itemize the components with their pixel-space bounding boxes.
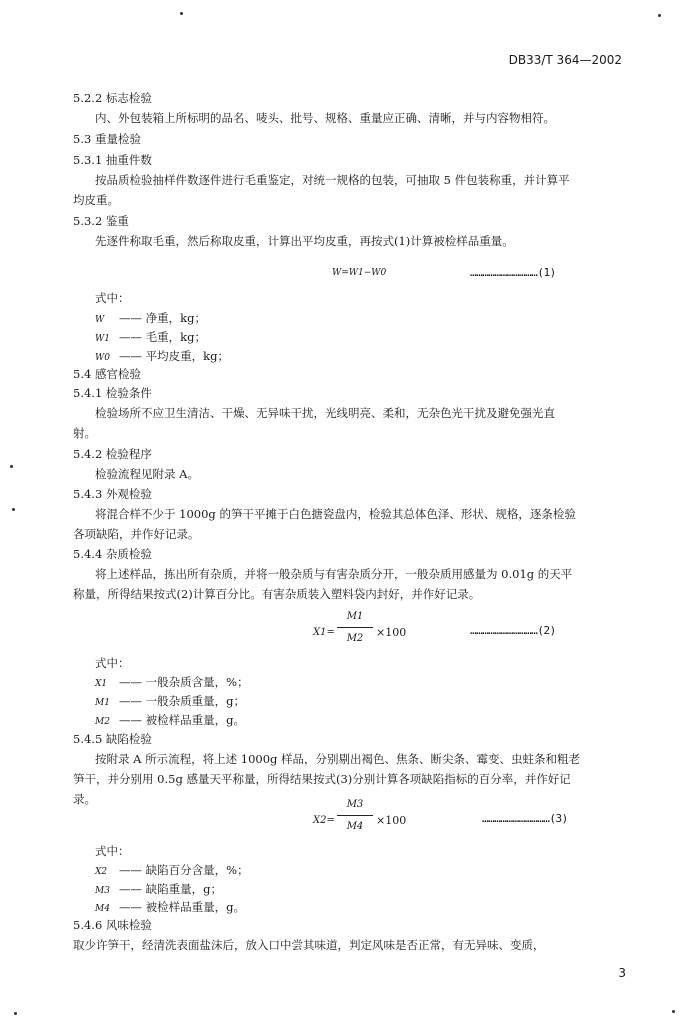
scan-speck: [180, 12, 183, 15]
scan-speck: [14, 1012, 17, 1015]
variable-def: [95, 712, 245, 728]
section-title: 5.4.2 检验程序: [73, 447, 152, 461]
where-label: 式中：: [95, 844, 130, 858]
variable-text: —— 净重，kg；: [119, 311, 206, 325]
variable-text: —— 缺陷重量，g；: [119, 882, 223, 896]
variable-text: —— 一般杂质重量，g；: [119, 694, 246, 708]
section-title: 5.4.6 风味检验: [73, 918, 152, 932]
variable-symbol: M1: [95, 698, 110, 708]
variable-def: [95, 348, 229, 364]
paragraph: 按附录 A 所示流程，将上述 1000g 样品，分别剔出褐色、焦条、断尖条、霉变、虫蛀条和粗老: [95, 752, 581, 766]
variable-def: [95, 693, 245, 709]
scan-speck: [12, 508, 15, 511]
section-title: 5.4.5 缺陷检验: [73, 732, 152, 746]
document-code: DB33/T 364—2002: [508, 53, 622, 67]
section-title: 5.4 感官检验: [73, 367, 141, 381]
section-title: 5.4.3 外观检验: [73, 487, 152, 501]
scan-speck: [658, 14, 661, 17]
fraction: [337, 611, 373, 644]
paragraph: 各项缺陷，并作好记录。: [73, 527, 200, 541]
paragraph: 笋干，并分别用 0.5g 感量天平称量，所得结果按式(3)分别计算各项缺陷指标的百分率，并作好记: [73, 772, 571, 786]
numerator: M1: [346, 611, 364, 622]
paragraph: 先逐件称取毛重，然后称取皮重，计算出平均皮重，再按式(1)计算被检样品重量。: [95, 234, 514, 248]
section-title: 5.4.4 杂质检验: [73, 547, 152, 561]
variable-symbol: X2: [95, 867, 108, 877]
paragraph: 将上述样品，拣出所有杂质，并将一般杂质与有害杂质分开，一般杂质用感量为 0.01g 的天平: [95, 567, 573, 581]
where-label: 式中：: [95, 656, 130, 670]
variable-def: [95, 329, 206, 345]
paragraph: 均皮重。: [73, 193, 119, 207]
paragraph: 取少许笋干，经清洗表面盐沫后，放入口中尝其味道，判定风味是否正常，有无异味、变质，: [73, 938, 545, 952]
paragraph: 检验流程见附录 A。: [95, 467, 199, 481]
section-title: 5.3 重量检验: [73, 132, 141, 146]
paragraph: 将混合样不少于 1000g 的笋干平摊于白色搪瓷盘内，检验其总体色泽、形状、规格，逐条检验: [95, 507, 576, 521]
numerator: M3: [346, 799, 364, 810]
scan-speck: [672, 1010, 675, 1013]
variable-def: [95, 881, 222, 897]
variable-symbol: M2: [95, 717, 110, 727]
equation-number: ……………………………(3): [482, 812, 568, 825]
variable-symbol: W: [95, 315, 105, 325]
denominator: M4: [346, 821, 364, 832]
variable-symbol: M4: [95, 904, 110, 914]
formula-multiplier: ×100: [376, 626, 407, 639]
variable-text: —— 缺陷百分含量，%；: [119, 863, 249, 877]
variable-def: [95, 899, 245, 915]
section-title: 5.4.1 检验条件: [73, 386, 152, 400]
paragraph: 内、外包装箱上所标明的品名、唛头、批号、规格、重量应正确、清晰，并与内容物相符。: [95, 111, 555, 125]
denominator: M2: [346, 633, 364, 644]
variable-symbol: M3: [95, 886, 110, 896]
formula-lhs: X2=: [313, 815, 335, 826]
paragraph: 录。: [73, 792, 96, 806]
equation-number: ……………………………(2): [470, 624, 556, 637]
formula-multiplier: ×100: [376, 814, 407, 827]
where-label: 式中：: [95, 291, 130, 305]
formula-lhs: X1=: [313, 627, 335, 638]
fraction: [337, 799, 373, 832]
page-number: 3: [618, 966, 626, 980]
variable-text: —— 平均皮重，kg；: [119, 349, 229, 363]
variable-def: [95, 674, 249, 690]
variable-text: —— 毛重，kg；: [119, 330, 206, 344]
fraction-bar: [337, 627, 373, 628]
paragraph: 按品质检验抽样件数逐件进行毛重鉴定，对统一规格的包装，可抽取 5 件包装称重，并计算平: [95, 173, 570, 187]
formula-1: W=W1−W0: [332, 268, 387, 278]
paragraph: 称量，所得结果按式(2)计算百分比。有害杂质装入塑料袋内封好，并作好记录。: [73, 587, 481, 601]
paragraph: 射。: [73, 426, 96, 440]
paragraph: 检验场所不应卫生清洁、干燥、无异味干扰，光线明亮、柔和，无杂色光干扰及避免强光直: [95, 406, 555, 420]
section-title: 5.2.2 标志检验: [73, 91, 152, 105]
section-title: 5.3.2 鉴重: [73, 214, 129, 228]
fraction-bar: [337, 815, 373, 816]
variable-symbol: W1: [95, 334, 110, 344]
equation-number: ……………………………(1): [470, 266, 556, 279]
scan-speck: [10, 465, 13, 468]
variable-def: [95, 310, 206, 326]
variable-symbol: W0: [95, 353, 110, 363]
variable-text: —— 被检样品重量，g。: [119, 900, 246, 914]
section-title: 5.3.1 抽重件数: [73, 153, 152, 167]
variable-symbol: X1: [95, 679, 108, 689]
variable-def: [95, 862, 249, 878]
variable-text: —— 被检样品重量，g。: [119, 713, 246, 727]
variable-text: —— 一般杂质含量，%；: [119, 675, 249, 689]
